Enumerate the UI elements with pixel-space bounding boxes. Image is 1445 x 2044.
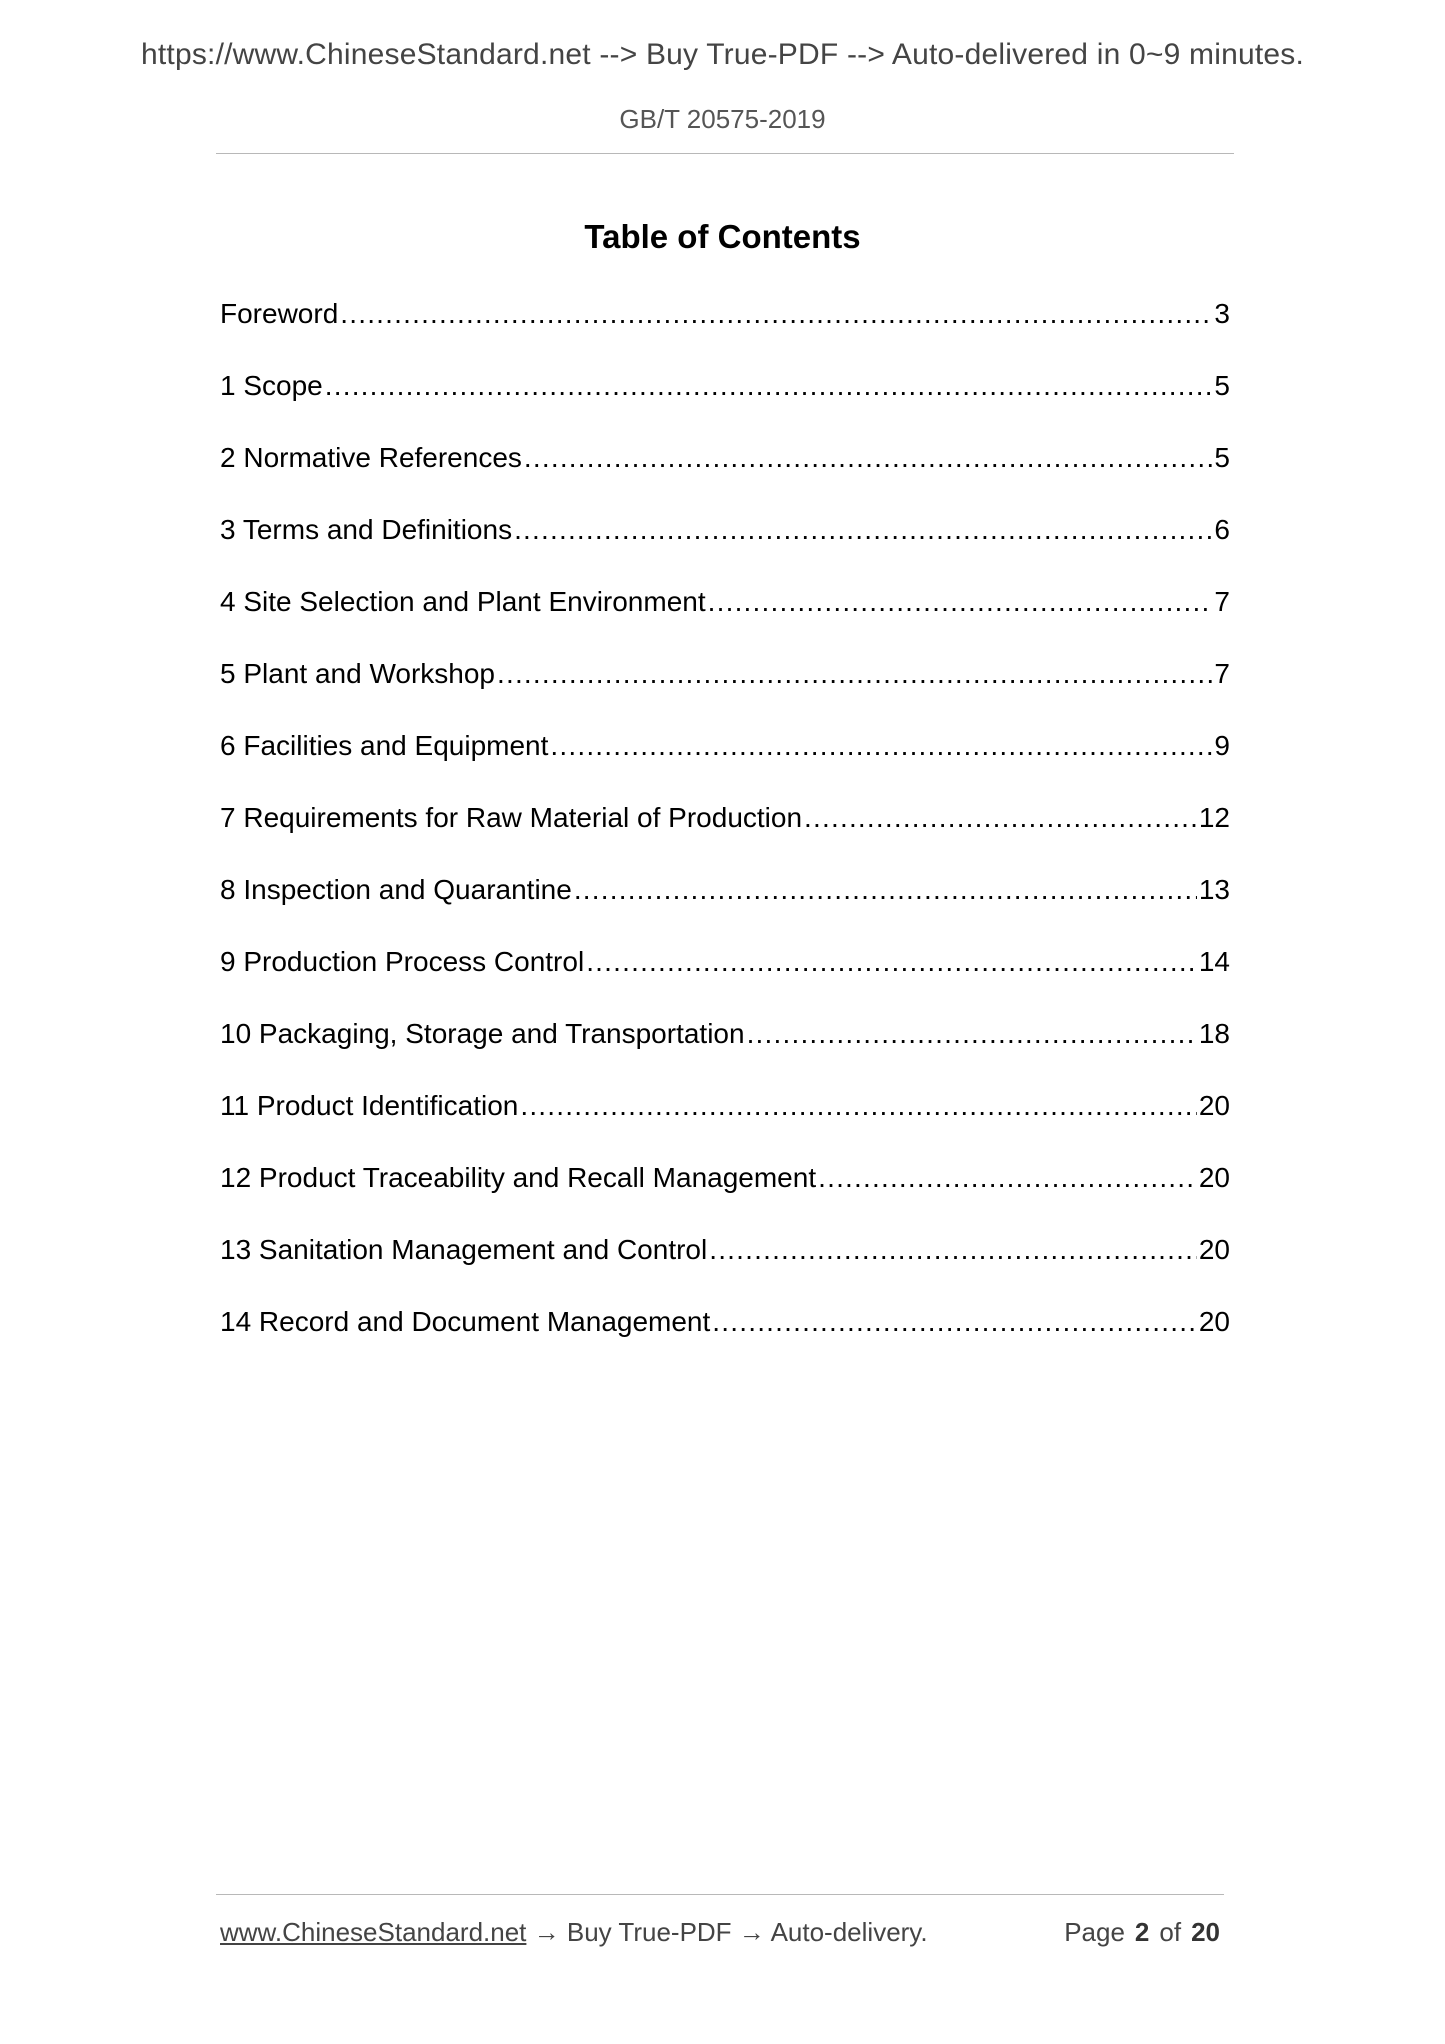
toc-entry-page: 20 <box>1198 1234 1230 1265</box>
toc-entry-page: 7 <box>1214 586 1230 617</box>
toc-title: Table of Contents <box>584 218 861 255</box>
toc-dot-leader <box>325 370 1213 402</box>
toc-entry-page: 7 <box>1214 658 1230 689</box>
toc-entry-label: 1 Scope <box>220 370 323 401</box>
toc-entry-label: 14 Record and Document Management <box>220 1306 711 1337</box>
toc-dot-leader <box>497 658 1212 690</box>
toc-entry-facilities-and-equipment[interactable] <box>220 730 1230 802</box>
toc-entry-foreword[interactable] <box>220 298 1230 370</box>
toc-dot-leader <box>524 442 1213 474</box>
toc-entry-label: 10 Packaging, Storage and Transportation <box>220 1018 745 1049</box>
toc-dot-leader <box>818 1162 1197 1194</box>
page-word: Page <box>1064 1917 1125 1947</box>
toc-dot-leader <box>574 874 1197 906</box>
toc-dot-leader <box>340 298 1212 330</box>
footer-tagline: → Buy True-PDF → Auto-delivery. <box>526 1917 928 1947</box>
toc-entry-packaging-storage-transportation[interactable] <box>220 1018 1230 1090</box>
toc-entry-label: 7 Requirements for Raw Material of Production <box>220 802 803 833</box>
toc-entry-page: 13 <box>1198 874 1230 905</box>
header-divider <box>216 153 1234 154</box>
top-banner: https://www.ChineseStandard.net --> Buy True-PDF --> Auto-delivered in 0~9 minutes. <box>141 38 1304 71</box>
toc-entry-page: 5 <box>1214 370 1230 401</box>
document-code: GB/T 20575-2019 <box>619 104 826 134</box>
page-number <box>1064 1917 1220 1948</box>
website-link[interactable]: www.ChineseStandard.net <box>220 1917 527 1947</box>
footer-promo <box>220 1917 928 1948</box>
toc-entry-traceability-and-recall[interactable] <box>220 1162 1230 1234</box>
toc-dot-leader <box>520 1090 1197 1122</box>
toc-entry-page: 20 <box>1198 1306 1230 1337</box>
toc-entry-scope[interactable] <box>220 370 1230 442</box>
toc-entry-label: Foreword <box>220 298 339 329</box>
toc-entry-page: 3 <box>1214 298 1230 329</box>
toc-dot-leader <box>712 1306 1197 1338</box>
toc-entry-page: 14 <box>1198 946 1230 977</box>
current-page-number: 2 <box>1134 1917 1150 1947</box>
footer-divider <box>216 1894 1224 1895</box>
toc-entry-product-identification[interactable] <box>220 1090 1230 1162</box>
toc-entry-raw-material-requirements[interactable] <box>220 802 1230 874</box>
toc-entry-label: 5 Plant and Workshop <box>220 658 495 689</box>
toc-dot-leader <box>709 1234 1197 1266</box>
toc-entry-site-selection[interactable] <box>220 586 1230 658</box>
toc-entry-plant-and-workshop[interactable] <box>220 658 1230 730</box>
toc-entry-record-and-document-management[interactable] <box>220 1306 1230 1378</box>
toc-entry-label: 12 Product Traceability and Recall Management <box>220 1162 817 1193</box>
of-word: of <box>1159 1917 1182 1947</box>
toc-dot-leader <box>747 1018 1197 1050</box>
toc-dot-leader <box>550 730 1212 762</box>
toc-entry-page: 20 <box>1198 1162 1230 1193</box>
toc-entry-page: 9 <box>1214 730 1230 761</box>
table-of-contents <box>220 298 1230 1378</box>
toc-entry-label: 6 Facilities and Equipment <box>220 730 549 761</box>
toc-dot-leader <box>586 946 1197 978</box>
toc-entry-page: 5 <box>1214 442 1230 473</box>
toc-entry-page: 6 <box>1214 514 1230 545</box>
toc-entry-page: 18 <box>1198 1018 1230 1049</box>
toc-entry-label: 11 Product Identification <box>220 1090 519 1121</box>
toc-entry-page: 12 <box>1198 802 1230 833</box>
toc-entry-label: 2 Normative References <box>220 442 522 473</box>
toc-entry-production-process-control[interactable] <box>220 946 1230 1018</box>
toc-dot-leader <box>804 802 1197 834</box>
toc-entry-label: 8 Inspection and Quarantine <box>220 874 572 905</box>
toc-entry-label: 13 Sanitation Management and Control <box>220 1234 708 1265</box>
toc-entry-page: 20 <box>1198 1090 1230 1121</box>
toc-entry-label: 9 Production Process Control <box>220 946 585 977</box>
toc-entry-normative-references[interactable] <box>220 442 1230 514</box>
toc-entry-label: 4 Site Selection and Plant Environment <box>220 586 706 617</box>
total-pages-number: 20 <box>1191 1917 1220 1947</box>
toc-entry-inspection-and-quarantine[interactable] <box>220 874 1230 946</box>
toc-dot-leader <box>514 514 1212 546</box>
toc-entry-label: 3 Terms and Definitions <box>220 514 513 545</box>
toc-entry-terms-and-definitions[interactable] <box>220 514 1230 586</box>
toc-dot-leader <box>708 586 1213 618</box>
toc-entry-sanitation-management[interactable] <box>220 1234 1230 1306</box>
